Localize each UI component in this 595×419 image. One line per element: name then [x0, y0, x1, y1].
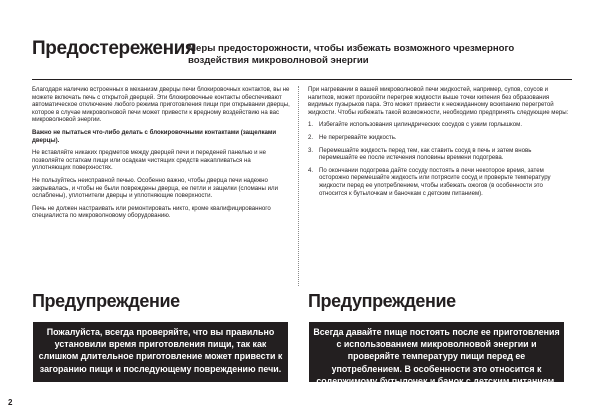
- page-title: Предостережения: [32, 38, 196, 59]
- paragraph-interlock-warning: Важно не пытаться что-либо делать с блокировочными контактами (защелками дверцы).: [32, 128, 277, 144]
- warning-box-cooking-time: Пожалуйста, всегда проверяйте, что вы правильно установили время приготовления пищи, так как слишком длительное приготовление может привести к загоранию пищи и последующему повреждению печи.: [33, 322, 288, 382]
- list-item: [308, 167, 570, 197]
- paragraph-damaged-oven: Не пользуйтесь неисправной печью. Особенно важно, чтобы дверца печи надежно закрывалась, и чтобы не были повреждены дверца, ее петли и защелки (сломаны или ослаблены), уплотнители дверцы и уплотняющие поверхности.: [32, 176, 278, 200]
- list-item: [308, 121, 570, 129]
- list-item-text: Избегайте использования цилиндрических сосудов с узким горлышком.: [319, 121, 523, 129]
- list-item-number: 2.: [308, 133, 314, 141]
- paragraph-superheating-intro: При нагревании в вашей микроволновой печи жидкостей, например, супов, соусов и напитков, может произойти перегрев жидкости выше точки кипения без образования видимых пузырьков пара. Это может привести к неожиданному вскипанию перегретой жидкости. Чтобы избежать такой возможности, необходимо предпринять следующие меры:: [308, 86, 569, 116]
- left-column: [32, 86, 290, 225]
- paragraph-no-objects: Не вставляйте никаких предметов между дверцей печи и переденей панелью и не позволяйте остаткам пищи или осадкам чистящих средств накапливаться на уплотняющих поверхностях.: [32, 149, 267, 172]
- list-item: [308, 147, 570, 162]
- header-rule: [32, 79, 572, 80]
- right-column: [308, 86, 570, 202]
- warning-title-right: Предупреждение: [308, 291, 456, 311]
- list-item-text: Перемешайте жидкость перед тем, как ставить сосуд в печь и затем вновь перемешайте ее после истечения половины времени подогрева.: [319, 146, 532, 162]
- column-divider: [298, 86, 299, 286]
- list-item-text: По окончании подогрева дайте сосуду постоять в печи некоторое время, затем осторожно перемешайте жидкость или потрясите сосуд и проверьте температуру жидкости перед ее употреблением, чтобы избежать ожогов (в особенности это относится к бутылочкам и баночкам с детским питанием).: [319, 166, 551, 197]
- list-item-number: 3.: [308, 146, 314, 154]
- warning-box-standing-time: Всегда давайте пище постоять после ее приготовления с использованием микроволновой энергии и проверяйте температуру пищи перед ее употреблением. В особенности это относится к содержимому бутылочек и банок с детским питанием.: [309, 322, 564, 382]
- precautions-list: [308, 121, 570, 197]
- warning-title-left: Предупреждение: [32, 291, 180, 311]
- paragraph-interlock-info: Благодаря наличию встроенных в механизм дверцы печи блокировочных контактов, вы не можете включать печь с открытой дверцей. Эти блокировочные контакты обеспечивают автоматическое отключение любого режима приготовления пищи при открывании дверцы, которое в случае микроволновой печи может привести к вредному воздействию на вас микроволновой энергии.: [32, 86, 290, 124]
- list-item-number: 4.: [308, 166, 314, 174]
- page-number: 2: [8, 398, 13, 407]
- page-subtitle: Меры предосторожности, чтобы избежать возможного чрезмерного воздействия микроволновой энергии: [188, 43, 515, 66]
- list-item-text: Не перегревайте жидкость.: [319, 133, 397, 141]
- list-item: [308, 134, 570, 142]
- list-item-number: 1.: [308, 121, 314, 129]
- paragraph-repair: Печь не должен настраивать или ремонтировать никто, кроме квалифицированного специалиста по микроволновому оборудованию.: [32, 204, 271, 220]
